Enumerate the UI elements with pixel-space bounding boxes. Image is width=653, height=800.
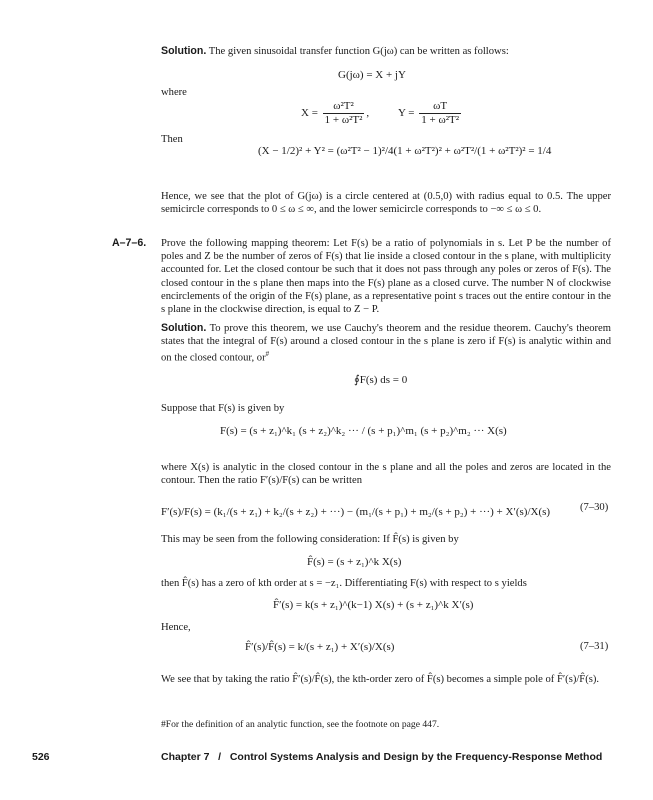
equation-fs: F(s) = (s + z₁)^k₁ (s + z₂)^k₂ ··· / (s + p₁)^m₁ (s + p₂)^m₂ ··· X(s) bbox=[220, 425, 507, 437]
solution2-paragraph bbox=[161, 322, 611, 365]
equation-circle bbox=[258, 145, 551, 157]
footnote-mark: # bbox=[265, 350, 270, 359]
conclusion-paragraph: Hence, we see that the plot of G(jω) is a circle centered at (0.5,0) with radius equal to 0.5. The upper semicircle corresponds to 0 ≤ ω ≤ ∞, and the lower semicircle corresponds to −∞ ≤ ω ≤ 0. bbox=[161, 191, 611, 216]
y-numerator: ωT bbox=[419, 100, 461, 114]
x-denominator: 1 + ω²T² bbox=[324, 114, 363, 126]
equation-y: Y = $\frac{\omega T}{\text{1 + ω²T²}}$ bbox=[398, 100, 460, 126]
solution2-label: Solution. bbox=[161, 322, 207, 334]
hence-label: Hence, bbox=[161, 622, 191, 633]
chapter-running-head: Chapter 7 / Control Systems Analysis and Design by the Frequency-Response Method bbox=[161, 751, 603, 763]
then-fhat-text: then F̂(s) has a zero of kth order at s = −z₁. Differentiating F(s) with respect to s yields bbox=[161, 578, 527, 589]
footnote: #For the definition of an analytic function, see the footnote on page 447. bbox=[161, 719, 440, 730]
then-label: Then bbox=[161, 134, 183, 145]
problem-statement: Prove the following mapping theorem: Let F(s) be a ratio of polynomials in s. Let P be the number of poles and Z be the number of zeros of F(s) that lie inside a closed contour in the s plane, with multiplicity accounted for. Let the closed contour be such that it does not pass through any poles or zeros of F(s). The closed contour in the s plane then maps into the F(s) plane as a closed curve. The number N of clockwise encirclements of the origin of the F(s) plane, as a representative point s traces out the entire contour in the s plane in the clockwise direction, is equal to Z − P. bbox=[161, 238, 611, 316]
equation-derivative: F̂′(s) = k(s + z₁)^(k−1) X(s) + (s + z₁)^k X′(s) bbox=[273, 599, 474, 611]
closing-paragraph: We see that by taking the ratio F̂′(s)/F̂(s), the kth-order zero of F̂(s) becomes a simple pole of F̂′(s)/F̂(s). bbox=[161, 674, 600, 685]
y-denominator: 1 + ω²T² bbox=[421, 114, 460, 126]
solution2-intro: To prove this theorem, we use Cauchy's theorem and the residue theorem. Cauchy's theorem states that the integral of F(s) around a closed contour in the s plane is zero if F(s) is analytic within and on the closed contour, or bbox=[161, 323, 611, 364]
equation-gjw: G(jω) = X + jY bbox=[338, 69, 406, 81]
equation-integral: ∮F(s) ds = 0 bbox=[354, 374, 408, 386]
solution-label: Solution. bbox=[161, 45, 207, 57]
circle-equation: (X − 1/2)² + Y² = (ω²T² − 1)²/4(1 + ω²T²)² + ω²T²/(1 + ω²T²)² = 1/4 bbox=[258, 145, 552, 157]
equation-label-7-30: (7–30) bbox=[580, 502, 609, 513]
equation-7-31: F̂′(s)/F̂(s) = k/(s + z₁) + X′(s)/X(s) bbox=[245, 641, 395, 653]
where-label: where bbox=[161, 87, 187, 98]
equation-label-7-31: (7–31) bbox=[580, 641, 609, 652]
where-x-paragraph: where X(s) is analytic in the closed contour in the s plane and all the poles and zeros are located in the contour. Then the ratio F′(s)/F(s) can be written bbox=[161, 462, 611, 487]
suppose-text: Suppose that F(s) is given by bbox=[161, 403, 285, 414]
consider-text: This may be seen from the following consideration: If F̂(s) is given by bbox=[161, 534, 459, 545]
equation-fhat: F̂(s) = (s + z₁)^k X(s) bbox=[307, 556, 402, 568]
equation-7-30: F′(s)/F(s) = (k₁/(s + z₁) + k₂/(s + z₂) + ···) − (m₁/(s + p₁) + m₂/(s + p₂) + ···) + X′(s)/X(s) bbox=[161, 506, 551, 518]
equation-x: X = $\frac{\text{ω²T²}}{\text{1 + ω²T²}}$ , bbox=[301, 100, 370, 126]
x-numerator: ω²T² bbox=[323, 100, 365, 114]
solution-intro: The given sinusoidal transfer function G(jω) can be written as follows: bbox=[208, 46, 509, 57]
solution-paragraph bbox=[161, 45, 611, 58]
problem-number: A–7–6. bbox=[112, 237, 147, 249]
page-number: 526 bbox=[32, 751, 50, 763]
